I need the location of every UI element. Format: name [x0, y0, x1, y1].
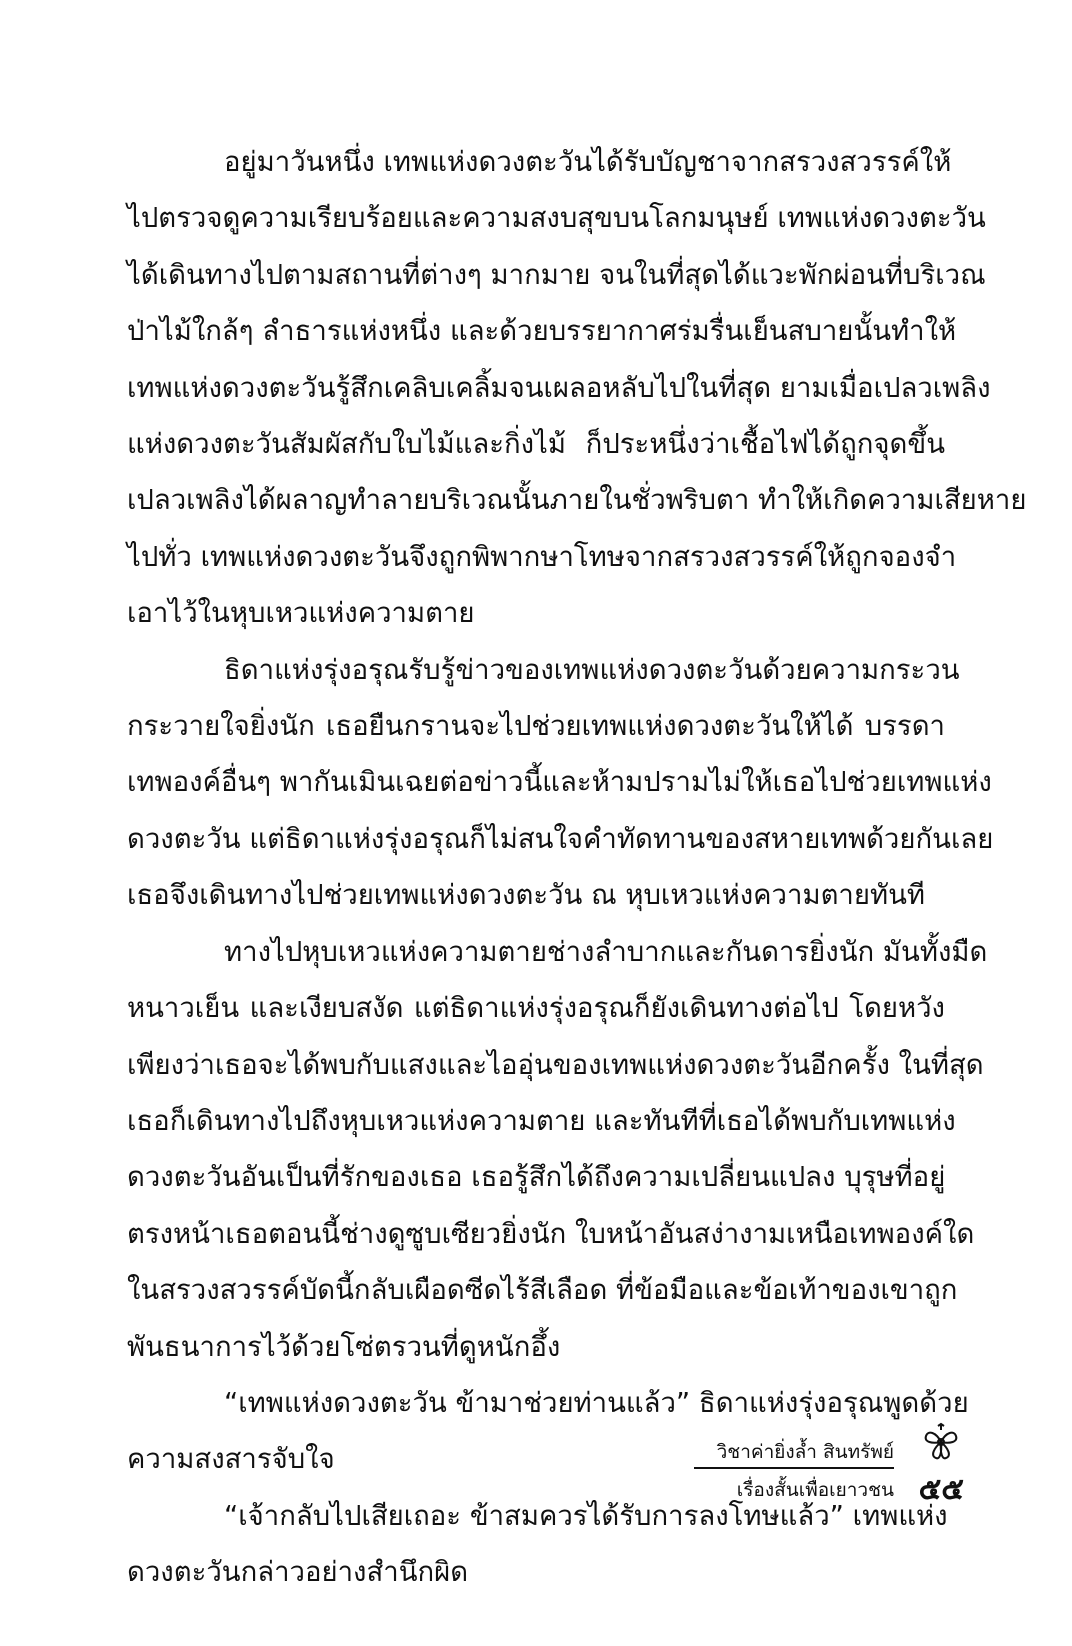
text-line: ธิดาแห่งรุ่งอรุณรับรู้ข่าวของเทพแห่งดวงตะวันด้วยความกระวน — [224, 653, 960, 686]
text-line: ในสรวงสวรรค์บัดนี้กลับเผือดซีดไร้สีเลือด ที่ข้อมือและข้อเท้าของเขาถูก — [127, 1274, 958, 1307]
page-footer — [624, 1420, 964, 1530]
text-line: ป่าไม้ใกล้ๆ ลำธารแห่งหนึ่ง และด้วยบรรยากาศร่มรื่นเย็นสบายนั้นทำให้ — [127, 315, 957, 348]
text-line: หนาวเย็น และเงียบสงัด แต่ธิดาแห่งรุ่งอรุณก็ยังเดินทางต่อไป โดยหวัง — [127, 992, 945, 1025]
text-line: พันธนาการไว้ด้วยโซ่ตรวนที่ดูหนักอึ้ง — [127, 1330, 561, 1363]
text-line: เทพองค์อื่นๆ พากันเมินเฉยต่อข่าวนี้และห้ามปรามไม่ให้เธอไปช่วยเทพแห่ง — [127, 766, 992, 799]
paragraph-1 — [127, 134, 1027, 642]
text-line: เทพแห่งดวงตะวันรู้สึกเคลิบเคลิ้มจนเผลอหลับไปในที่สุด ยามเมื่อเปลวเพลิง — [127, 371, 991, 404]
text-line: ไปตรวจดูความเรียบร้อยและความสงบสุขบนโลกมนุษย์ เทพแห่งดวงตะวัน — [127, 202, 986, 235]
text-line: “เจ้ากลับไปเสียเถอะ ข้าสมควรได้รับการลงโทษแล้ว” เทพแห่ง — [224, 1499, 948, 1532]
text-line: ความสงสารจับใจ — [127, 1443, 335, 1476]
paragraph-3 — [127, 924, 988, 1375]
text-line: เธอก็เดินทางไปถึงหุบเหวแห่งความตาย และทันทีที่เธอได้พบกับเทพแห่ง — [127, 1104, 956, 1137]
text-line: เพียงว่าเธอจะได้พบกับแสงและไออุ่นของเทพแห่งดวงตะวันอีกครั้ง ในที่สุด — [127, 1048, 984, 1081]
text-line: แห่งดวงตะวันสัมผัสกับใบไม้และกิ่งไม้ ก็ประหนึ่งว่าเชื้อไฟได้ถูกจุดขึ้น — [127, 428, 945, 461]
text-line: ไปทั่ว เทพแห่งดวงตะวันจึงถูกพิพากษาโทษจากสรวงสวรรค์ให้ถูกจองจำ — [127, 540, 957, 573]
book-title: วิชาค่ายิ่งล้ำ สินทรัพย์ — [716, 1441, 894, 1463]
text-line: กระวายใจยิ่งนัก เธอยืนกรานจะไปช่วยเทพแห่งดวงตะวันให้ได้ บรรดา — [127, 710, 945, 743]
footer-divider — [694, 1467, 894, 1469]
text-line: ได้เดินทางไปตามสถานที่ต่างๆ มากมาย จนในที่สุดได้แวะพักผ่อนที่บริเวณ — [127, 258, 986, 291]
text-line: ดวงตะวันอันเป็นที่รักของเธอ เธอรู้สึกได้ถึงความเปลี่ยนแปลง บุรุษที่อยู่ — [127, 1161, 946, 1194]
text-line: อยู่มาวันหนึ่ง เทพแห่งดวงตะวันได้รับบัญชาจากสรวงสวรรค์ให้ — [224, 146, 952, 178]
flower-emblem-icon — [918, 1420, 964, 1464]
story-text — [127, 134, 1027, 1601]
text-line: เธอจึงเดินทางไปช่วยเทพแห่งดวงตะวัน ณ หุบเหวแห่งความตายทันที — [127, 879, 926, 912]
text-line: ตรงหน้าเธอตอนนี้ช่างดูซูบเซียวยิ่งนัก ใบหน้าอันสง่างามเหนือเทพองค์ใด — [127, 1217, 975, 1250]
text-line: เปลวเพลิงได้ผลาญทำลายบริเวณนั้นภายในชั่วพริบตา ทำให้เกิดความเสียหาย — [127, 484, 1027, 517]
text-line: ทางไปหุบเหวแห่งความตายช่างลำบากและกันดารยิ่งนัก มันทั้งมืด — [224, 935, 988, 968]
text-line: เอาไว้ในหุบเหวแห่งความตาย — [127, 597, 475, 630]
page-number: ๕๕ — [918, 1472, 964, 1507]
paragraph-2 — [127, 642, 994, 924]
text-line: ดวงตะวันกล่าวอย่างสำนึกผิด — [127, 1556, 469, 1589]
text-line: “เทพแห่งดวงตะวัน ข้ามาช่วยท่านแล้ว” ธิดาแห่งรุ่งอรุณพูดด้วย — [224, 1386, 969, 1419]
text-line: ดวงตะวัน แต่ธิดาแห่งรุ่งอรุณก็ไม่สนใจคำทัดทานของสหายเทพด้วยกันเลย — [127, 822, 994, 855]
series-title: เรื่องสั้นเพื่อเยาวชน — [736, 1479, 894, 1501]
